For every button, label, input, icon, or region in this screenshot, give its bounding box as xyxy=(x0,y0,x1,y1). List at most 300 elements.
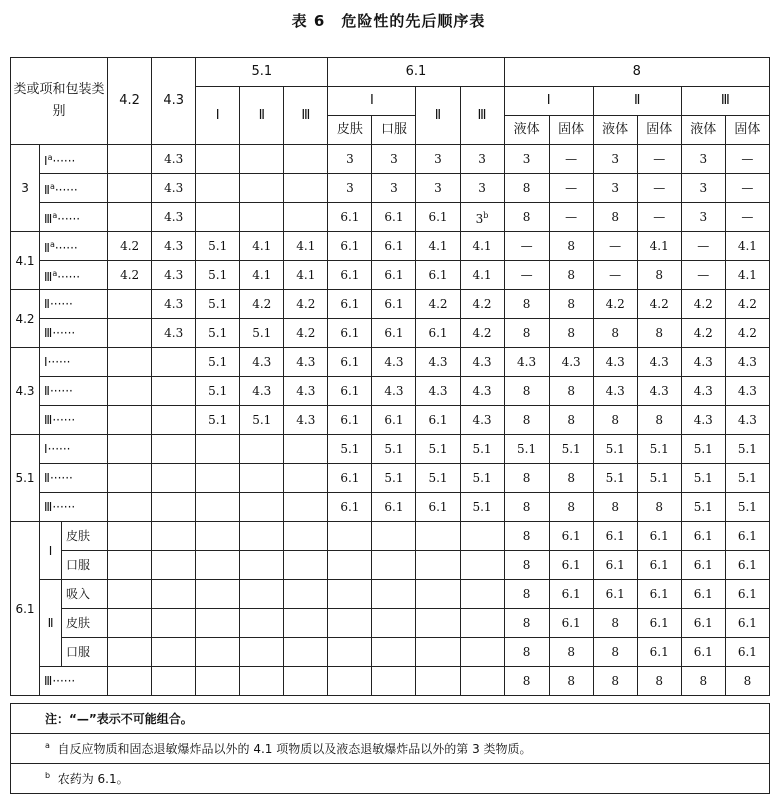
value-cell xyxy=(725,667,769,696)
value-cell xyxy=(460,551,504,580)
value-cell xyxy=(108,145,152,174)
value-cell xyxy=(593,435,637,464)
value-cell xyxy=(240,435,284,464)
footnote-a-text: 自反应物质和固态退敏爆炸品以外的 4.1 项物质以及液态退敏爆炸品以外的第 3 类物质。 xyxy=(57,742,532,756)
value-cell xyxy=(284,406,328,435)
table-row xyxy=(11,435,770,464)
value-cell xyxy=(196,261,240,290)
value-cell xyxy=(681,435,725,464)
cell-value: 3 xyxy=(699,210,708,224)
cell-value: 6.1 xyxy=(649,558,669,572)
value-cell xyxy=(593,174,637,203)
value-cell xyxy=(108,261,152,290)
cell-value: 8 xyxy=(655,413,664,427)
value-cell xyxy=(152,203,196,232)
value-cell xyxy=(240,145,284,174)
value-cell xyxy=(284,464,328,493)
value-cell xyxy=(328,667,372,696)
cell-value: 4.3 xyxy=(649,384,669,398)
cell-value: 5.1 xyxy=(693,471,713,485)
value-cell xyxy=(108,493,152,522)
value-cell xyxy=(284,145,328,174)
cell-value: 5.1 xyxy=(252,413,272,427)
value-cell xyxy=(372,348,416,377)
cell-value: 4.2 xyxy=(428,297,448,311)
value-cell xyxy=(196,203,240,232)
value-cell xyxy=(681,232,725,261)
value-cell xyxy=(549,145,593,174)
cell-value: 6.1 xyxy=(561,529,581,543)
table-row xyxy=(11,232,770,261)
value-cell xyxy=(328,493,372,522)
value-cell xyxy=(152,145,196,174)
cell-value: 5.1 xyxy=(428,442,448,456)
cell-value: 6.1 xyxy=(693,587,713,601)
liquid-header: 液体 xyxy=(593,116,637,145)
value-cell xyxy=(328,290,372,319)
row-label: Ⅰ xyxy=(44,153,48,168)
cell-value: 3 xyxy=(434,181,442,195)
row-label: 口服 xyxy=(66,558,91,572)
table-row xyxy=(11,145,770,174)
cell-value: 8 xyxy=(522,645,531,659)
value-cell xyxy=(637,435,681,464)
liquid-header: 液体 xyxy=(681,116,725,145)
cell-value: 4.2 xyxy=(737,326,757,340)
value-cell xyxy=(725,290,769,319)
cell-value: 4.1 xyxy=(428,239,448,253)
precedence-table xyxy=(10,57,770,696)
value-cell xyxy=(460,464,504,493)
pg-header: Ⅰ xyxy=(504,87,593,116)
value-cell xyxy=(593,203,637,232)
footnote-mark: b xyxy=(483,210,489,220)
value-cell xyxy=(108,377,152,406)
value-cell xyxy=(240,609,284,638)
cell-value: 8 xyxy=(522,587,531,601)
row-label: 口服 xyxy=(66,645,91,659)
class-cell: 6.1 xyxy=(11,522,40,696)
value-cell xyxy=(549,580,593,609)
row-label-cell: Ⅲ······ xyxy=(40,319,108,348)
value-cell xyxy=(504,348,549,377)
value-cell xyxy=(284,261,328,290)
value-cell xyxy=(504,551,549,580)
value-cell xyxy=(416,580,460,609)
footnote-mark: a xyxy=(47,152,53,162)
value-cell xyxy=(196,464,240,493)
cell-value: 5.1 xyxy=(472,471,492,485)
cell-value: 5.1 xyxy=(605,442,625,456)
cell-value: 6.1 xyxy=(737,645,757,659)
value-cell xyxy=(284,203,328,232)
cell-value: 5.1 xyxy=(384,442,404,456)
value-cell xyxy=(725,406,769,435)
cell-value: 3 xyxy=(522,152,531,166)
value-cell xyxy=(549,174,593,203)
value-cell xyxy=(416,261,460,290)
value-cell xyxy=(240,580,284,609)
value-cell xyxy=(284,319,328,348)
corner-header: 类或项和包装类别 xyxy=(11,58,108,145)
value-cell xyxy=(504,406,549,435)
cell-value: 8 xyxy=(567,674,575,688)
cell-value: 6.1 xyxy=(340,210,360,224)
cell-value: — xyxy=(653,152,666,166)
cell-value: 6.1 xyxy=(693,616,713,630)
cell-value: 4.3 xyxy=(296,384,316,398)
cell-value: 8 xyxy=(611,326,619,340)
footnote-a xyxy=(11,734,770,764)
value-cell xyxy=(549,464,593,493)
cell-value: 5.1 xyxy=(208,239,228,253)
cell-value: 6.1 xyxy=(605,558,625,572)
value-cell xyxy=(416,290,460,319)
value-cell xyxy=(593,609,637,638)
value-cell xyxy=(196,377,240,406)
cell-value: 8 xyxy=(567,384,575,398)
cell-value: 4.3 xyxy=(252,355,272,369)
value-cell xyxy=(460,493,504,522)
row-label-cell: Ⅱ······ xyxy=(40,464,108,493)
value-cell xyxy=(196,406,240,435)
value-cell xyxy=(328,464,372,493)
footnote-mark: a xyxy=(52,268,58,278)
cell-value: 5.1 xyxy=(605,471,625,485)
cell-value: 6.1 xyxy=(340,297,360,311)
value-cell xyxy=(196,232,240,261)
value-cell xyxy=(416,348,460,377)
value-cell xyxy=(637,203,681,232)
cell-value: 8 xyxy=(567,268,575,282)
value-cell xyxy=(108,522,152,551)
value-cell xyxy=(725,145,769,174)
cell-value: 4.3 xyxy=(649,355,669,369)
class-cell: 3 xyxy=(11,145,40,232)
value-cell xyxy=(460,638,504,667)
value-cell xyxy=(416,377,460,406)
cell-value: 4.2 xyxy=(296,297,316,311)
cell-value: 5.1 xyxy=(472,442,492,456)
value-cell xyxy=(328,348,372,377)
class-cell: 4.1 xyxy=(11,232,40,290)
cell-value: 3 xyxy=(478,152,486,166)
cell-value: 8 xyxy=(522,210,531,224)
cell-value: 6.1 xyxy=(340,413,360,427)
cell-value: 4.1 xyxy=(737,239,757,253)
cell-value: 4.1 xyxy=(472,239,492,253)
value-cell xyxy=(725,319,769,348)
cell-value: 6.1 xyxy=(384,210,404,224)
value-cell xyxy=(460,609,504,638)
value-cell xyxy=(284,377,328,406)
value-cell xyxy=(681,638,725,667)
value-cell xyxy=(549,551,593,580)
value-cell xyxy=(549,406,593,435)
cell-value: 4.1 xyxy=(472,268,492,282)
value-cell xyxy=(108,290,152,319)
cell-value: 3 xyxy=(346,152,354,166)
value-cell xyxy=(284,232,328,261)
row-label: Ⅲ xyxy=(44,269,53,284)
value-cell xyxy=(108,319,152,348)
value-cell xyxy=(593,145,637,174)
value-cell xyxy=(460,203,504,232)
cell-value: 6.1 xyxy=(561,616,581,630)
value-cell xyxy=(196,174,240,203)
value-cell xyxy=(328,406,372,435)
value-cell xyxy=(108,174,152,203)
value-cell xyxy=(681,348,725,377)
value-cell xyxy=(637,464,681,493)
cell-value: 4.3 xyxy=(164,181,184,195)
value-cell xyxy=(504,290,549,319)
value-cell xyxy=(549,667,593,696)
value-cell xyxy=(725,377,769,406)
value-cell xyxy=(460,261,504,290)
cell-value: 5.1 xyxy=(252,326,272,340)
cell-value: 5.1 xyxy=(208,297,228,311)
cell-value: 6.1 xyxy=(340,326,360,340)
cell-value: 4.3 xyxy=(693,413,713,427)
row-label: Ⅲ xyxy=(44,413,53,427)
cell-value: 6.1 xyxy=(605,529,625,543)
cell-value: 5.1 xyxy=(649,471,669,485)
cell-value: 6.1 xyxy=(649,529,669,543)
cell-value: 4.2 xyxy=(120,268,140,282)
cell-value: — xyxy=(741,210,754,224)
value-cell xyxy=(328,232,372,261)
class-cell: 4.3 xyxy=(11,348,40,435)
value-cell xyxy=(504,609,549,638)
value-cell xyxy=(637,580,681,609)
cell-value: 6.1 xyxy=(737,616,757,630)
cell-value: 5.1 xyxy=(517,442,537,456)
value-cell xyxy=(372,435,416,464)
value-cell xyxy=(504,203,549,232)
value-cell xyxy=(240,522,284,551)
value-cell xyxy=(504,522,549,551)
table-row xyxy=(11,580,770,609)
value-cell xyxy=(504,580,549,609)
value-cell xyxy=(593,551,637,580)
value-cell xyxy=(240,464,284,493)
value-cell xyxy=(416,203,460,232)
row-label: Ⅲ xyxy=(44,500,53,514)
value-cell xyxy=(372,609,416,638)
value-cell xyxy=(416,319,460,348)
value-cell xyxy=(152,493,196,522)
pg-header: Ⅰ xyxy=(328,87,416,116)
value-cell xyxy=(152,319,196,348)
value-cell xyxy=(637,667,681,696)
cell-value: 8 xyxy=(567,645,575,659)
value-cell xyxy=(152,261,196,290)
value-cell xyxy=(372,290,416,319)
cell-value: 4.3 xyxy=(472,384,492,398)
value-cell xyxy=(240,348,284,377)
row-label: 皮肤 xyxy=(66,616,91,630)
value-cell xyxy=(504,435,549,464)
value-cell xyxy=(240,261,284,290)
row-label: 皮肤 xyxy=(66,529,91,543)
cell-value: 4.3 xyxy=(384,355,404,369)
cell-value: 6.1 xyxy=(649,587,669,601)
value-cell xyxy=(328,638,372,667)
cell-value: 6.1 xyxy=(737,529,757,543)
cell-value: 3 xyxy=(478,181,486,195)
row-label: Ⅱ xyxy=(44,182,50,197)
cell-value: 5.1 xyxy=(737,500,757,514)
value-cell xyxy=(284,609,328,638)
value-cell xyxy=(240,319,284,348)
cell-value: 6.1 xyxy=(693,645,713,659)
solid-header: 固体 xyxy=(549,116,593,145)
cell-value: 8 xyxy=(567,239,575,253)
value-cell xyxy=(284,522,328,551)
cell-value: 4.3 xyxy=(296,355,316,369)
value-cell xyxy=(416,493,460,522)
value-cell xyxy=(416,609,460,638)
cell-value: 5.1 xyxy=(737,442,757,456)
value-cell xyxy=(196,145,240,174)
row-label-cell: Ⅱ······ xyxy=(40,377,108,406)
cell-value: 8 xyxy=(567,326,575,340)
cell-value: 8 xyxy=(567,297,575,311)
value-cell xyxy=(460,319,504,348)
cell-value: 4.2 xyxy=(737,297,757,311)
cell-value: 8 xyxy=(611,500,619,514)
value-cell xyxy=(681,667,725,696)
value-cell xyxy=(416,464,460,493)
value-cell xyxy=(681,174,725,203)
value-cell xyxy=(637,406,681,435)
table-row xyxy=(11,290,770,319)
value-cell xyxy=(593,580,637,609)
pg-header: Ⅲ xyxy=(460,87,504,145)
value-cell xyxy=(284,667,328,696)
value-cell xyxy=(240,290,284,319)
cell-value: 8 xyxy=(611,210,619,224)
class-cell: 4.2 xyxy=(11,290,40,348)
value-cell xyxy=(196,493,240,522)
group-5-1-header: 5.1 xyxy=(196,58,328,87)
value-cell xyxy=(681,464,725,493)
value-cell xyxy=(725,609,769,638)
cell-value: 4.3 xyxy=(472,355,492,369)
value-cell xyxy=(593,638,637,667)
cell-value: 8 xyxy=(522,558,531,572)
cell-value: — xyxy=(520,268,533,282)
cell-value: 4.3 xyxy=(561,355,581,369)
value-cell xyxy=(284,435,328,464)
pg-header: Ⅱ xyxy=(593,87,681,116)
value-cell xyxy=(637,551,681,580)
cell-value: 5.1 xyxy=(208,384,228,398)
value-cell xyxy=(460,580,504,609)
value-cell xyxy=(284,348,328,377)
value-cell xyxy=(725,232,769,261)
value-cell xyxy=(108,464,152,493)
pg-header: Ⅱ xyxy=(240,87,284,145)
value-cell xyxy=(416,522,460,551)
row-label-cell: Ⅰ$^a$······ xyxy=(40,145,108,174)
value-cell xyxy=(637,493,681,522)
value-cell xyxy=(240,406,284,435)
value-cell xyxy=(108,348,152,377)
pg-header: Ⅱ xyxy=(416,87,460,145)
cell-value: 5.1 xyxy=(428,471,448,485)
cell-value: 3 xyxy=(475,211,484,226)
value-cell xyxy=(637,290,681,319)
cell-value: 4.3 xyxy=(737,384,757,398)
value-cell xyxy=(108,580,152,609)
value-cell xyxy=(372,203,416,232)
cell-value: 3 xyxy=(699,152,708,166)
value-cell xyxy=(681,290,725,319)
value-cell xyxy=(504,667,549,696)
cell-value: 4.3 xyxy=(693,384,713,398)
cell-value: 5.1 xyxy=(693,442,713,456)
value-cell xyxy=(328,522,372,551)
cell-value: 4.3 xyxy=(164,152,184,166)
value-cell xyxy=(196,348,240,377)
row-label-cell: Ⅲ$^a$······ xyxy=(40,203,108,232)
cell-value: 3 xyxy=(390,152,398,166)
cell-value: — xyxy=(741,152,754,166)
value-cell xyxy=(152,551,196,580)
value-cell xyxy=(593,319,637,348)
value-cell xyxy=(372,145,416,174)
value-cell xyxy=(460,290,504,319)
cell-value: 4.2 xyxy=(472,297,492,311)
cell-value: 6.1 xyxy=(384,500,404,514)
value-cell xyxy=(637,609,681,638)
cell-value: 8 xyxy=(522,181,531,195)
value-cell xyxy=(460,348,504,377)
value-cell xyxy=(196,435,240,464)
cell-value: 4.3 xyxy=(164,239,184,253)
value-cell xyxy=(372,232,416,261)
value-cell xyxy=(549,348,593,377)
table-row xyxy=(11,319,770,348)
value-cell xyxy=(637,174,681,203)
cell-value: 6.1 xyxy=(428,500,448,514)
cell-value: 6.1 xyxy=(428,268,448,282)
value-cell xyxy=(108,232,152,261)
cell-value: 8 xyxy=(655,500,664,514)
cell-value: 6.1 xyxy=(384,297,404,311)
cell-value: — xyxy=(609,268,622,282)
row-label: Ⅱ xyxy=(44,240,50,255)
value-cell xyxy=(284,638,328,667)
table-row xyxy=(11,348,770,377)
value-cell xyxy=(372,551,416,580)
cell-value: 5.1 xyxy=(208,413,228,427)
value-cell xyxy=(681,145,725,174)
value-cell xyxy=(725,348,769,377)
cell-value: 6.1 xyxy=(340,384,360,398)
value-cell xyxy=(240,377,284,406)
notes-table xyxy=(10,703,770,794)
value-cell xyxy=(549,638,593,667)
value-cell xyxy=(416,174,460,203)
group-8-header: 8 xyxy=(504,58,769,87)
value-cell xyxy=(108,667,152,696)
cell-value: 8 xyxy=(522,500,531,514)
row-label: Ⅰ xyxy=(44,355,48,369)
cell-value: 8 xyxy=(611,674,619,688)
